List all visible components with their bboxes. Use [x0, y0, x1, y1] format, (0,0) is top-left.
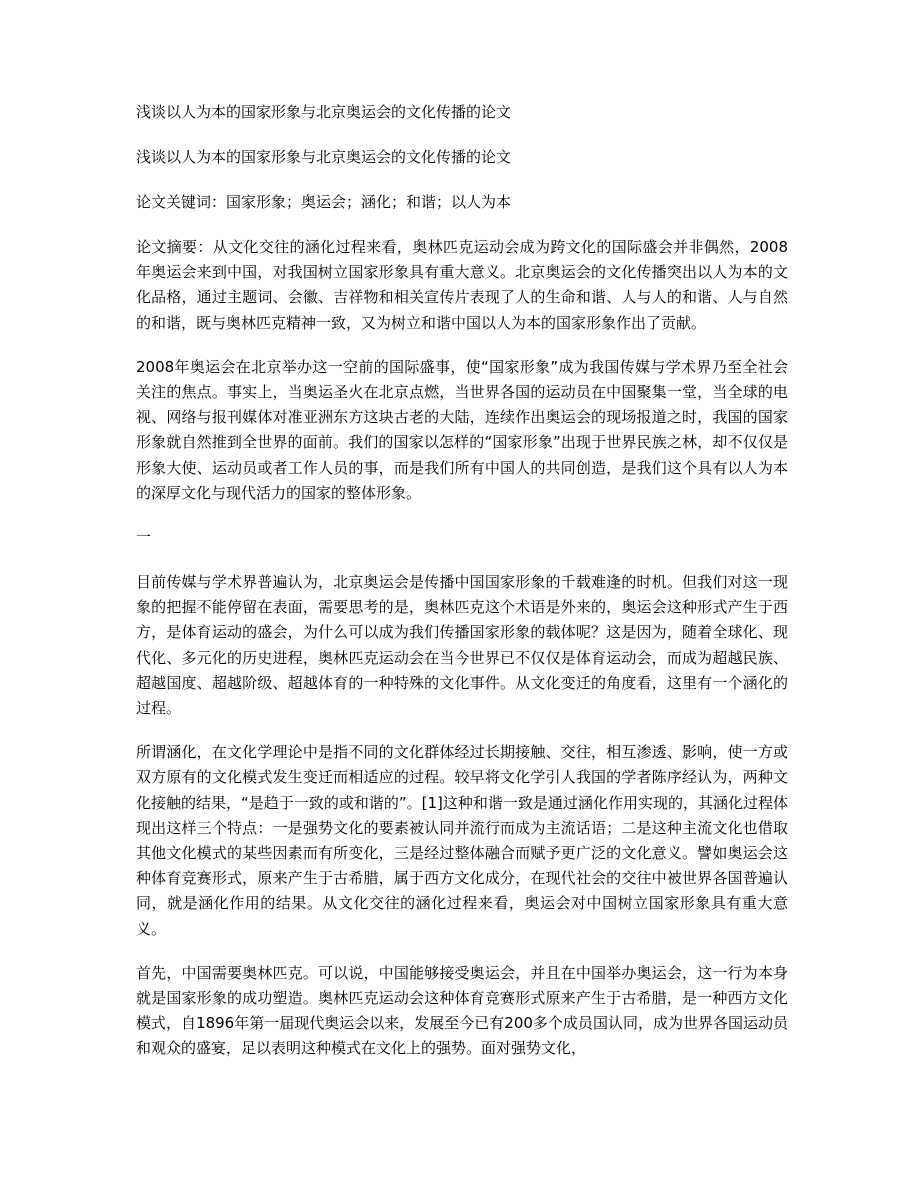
body-paragraph: 首先，中国需要奥林匹克。可以说，中国能够接受奥运会，并且在中国举办奥运会，这一行为本身就是国家形象的成功塑造。奥林匹克运动会这种体育竞赛形式原来产生于古希腊，是一种西方文化模式，自1896年第一届现代奥运会以来，发展至今已有200多个成员国认同，成为世界各国运动员和观众的盛宴，足以表明这种模式在文化上的强势。面对强势文化，: [136, 963, 788, 1058]
body-paragraph: 目前传媒与学术界普遍认为，北京奥运会是传播中国国家形象的千载难逢的时机。但我们对这一现象的把握不能停留在表面，需要思考的是，奥林匹克这个术语是外来的，奥运会这种形式产生于西方，是体育运动的盛会，为什么可以成为我们传播国家形象的载体呢？这是因为，随着全球化、现代化、多元化的历史进程，奥林匹克运动会在当今世界已不仅仅是体育运动会，而成为超越民族、超越国度、超越阶级、超越体育的一种特殊的文化事件。从文化变迁的角度看，这里有一个涵化的过程。: [136, 573, 788, 718]
intro-paragraph: 2008年奥运会在北京举办这一空前的国际盛事，使“国家形象”成为我国传媒与学术界乃至全社会关注的焦点。事实上，当奥运圣火在北京点燃，当世界各国的运动员在中国聚集一堂，当全球的电视、网络与报刊媒体对准亚洲东方这块古老的大陆，连续作出奥运会的现场报道之时，我国的国家形象就自然推到全世界的面前。我们的国家以怎样的“国家形象”出现于世界民族之林，却不仅仅是形象大使、运动员或者工作人员的事，而是我们所有中国人的共同创造，是我们这个具有以人为本的深厚文化与现代活力的国家的整体形象。: [136, 357, 788, 502]
document-page: [136, 100, 788, 1081]
document-subtitle: 浅谈以人为本的国家形象与北京奥运会的文化传播的论文: [136, 148, 512, 166]
section-heading-one: 一: [136, 528, 152, 547]
document-title: 浅谈以人为本的国家形象与北京奥运会的文化传播的论文: [136, 103, 512, 121]
keywords: 论文关键词：国家形象；奥运会；涵化；和谐；以人为本: [136, 193, 512, 211]
abstract-paragraph: 论文摘要：从文化交往的涵化过程来看，奥林匹克运动会成为跨文化的国际盛会并非偶然，2008年奥运会来到中国，对我国树立国家形象具有重大意义。北京奥运会的文化传播突出以人为本的文化品格，通过主题词、会徽、吉祥物和相关宣传片表现了人的生命和谐、人与人的和谐、人与自然的和谐，既与奥林匹克精神一致，又为树立和谐中国以人为本的国家形象作出了贡献。: [136, 238, 788, 332]
body-paragraph: 所谓涵化，在文化学理论中是指不同的文化群体经过长期接触、交往，相互渗透、影响，使一方或双方原有的文化模式发生变迁而相适应的过程。较早将文化学引人我国的学者陈序经认为，两种文化接触的结果，“是趋于一致的或和谐的”。[1]这种和谐一致是通过涵化作用实现的，其涵化过程体现出这样三个特点：一是强势文化的要素被认同并流行而成为主流话语；二是这种主流文化也借取其他文化模式的某些因素而有所变化，三是经过整体融合而赋予更广泛的文化意义。譬如奥运会这种体育竞赛形式，原来产生于古希腊，属于西方文化成分，在现代社会的交往中被世界各国普遍认同，就是涵化作用的结果。从文化交往的涵化过程来看，奥运会对中国树立国家形象具有重大意义。: [136, 743, 788, 938]
